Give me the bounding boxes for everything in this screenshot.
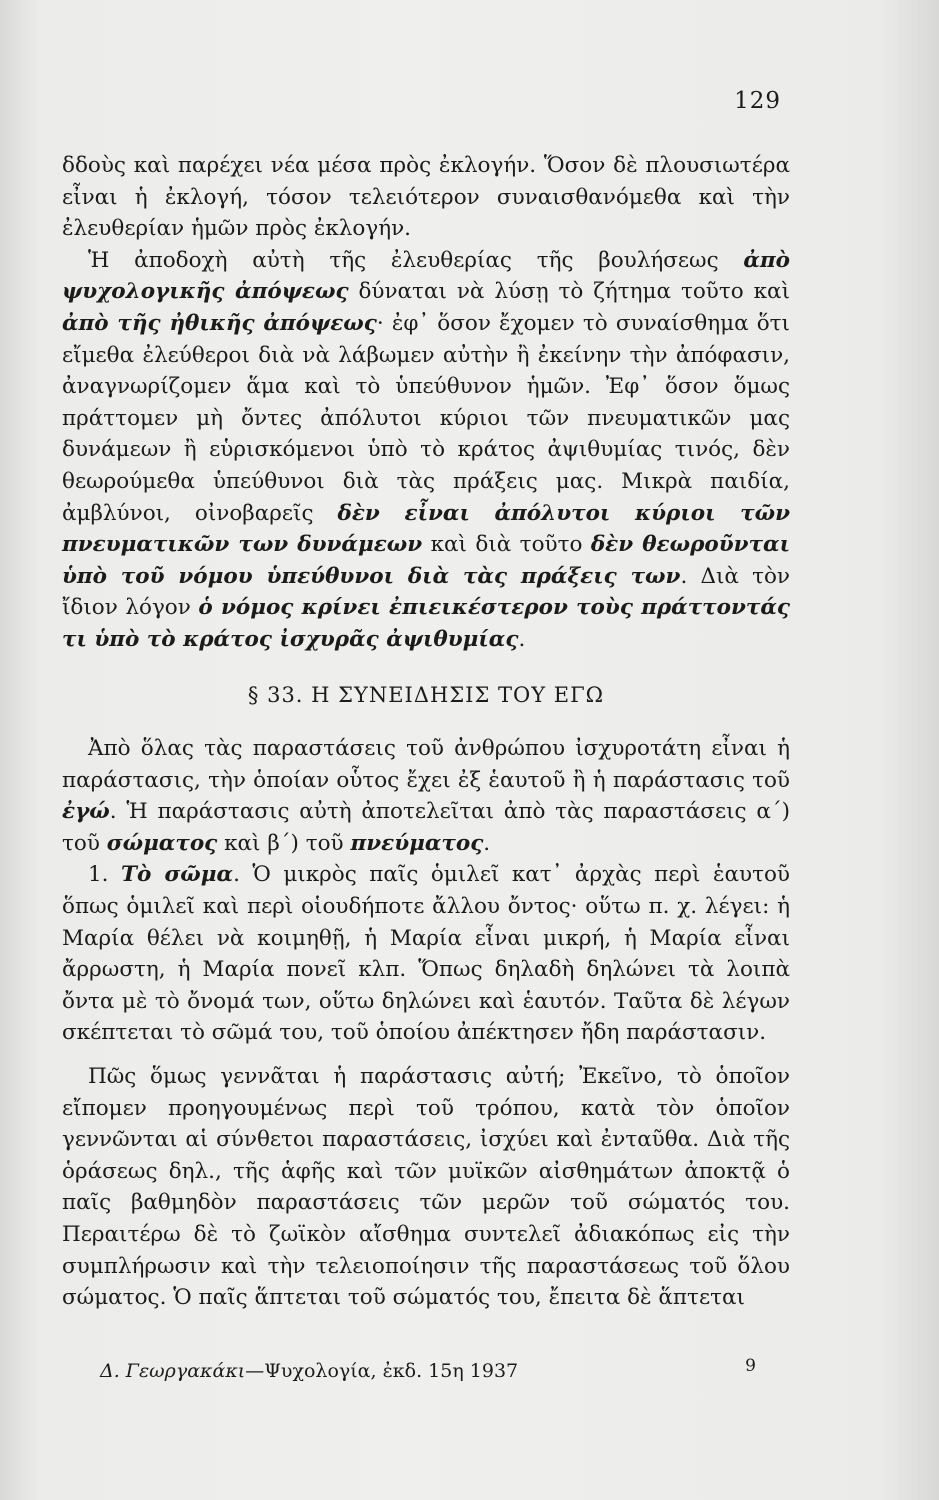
footer-author: Δ. Γεωργακάκι [100, 1360, 246, 1382]
body-text [62, 150, 790, 1314]
emphasis: ἀπὸ ψυχολογικῆς ἀπόψεως [62, 247, 790, 305]
emphasis: πνεύματος [350, 830, 484, 856]
emphasis: σώματος [106, 830, 218, 856]
paragraph-5: Πῶς ὅμως γεννᾶται ἡ παράστασις αὐτή; Ἐκεῖνο, τὸ ὁποῖον εἴπομεν προηγουμένως περὶ τοῦ τρόπου, κατὰ τὸν ὁποῖον γεννῶνται αἱ σύνθετοι παραστάσεις, ἰσχύει καὶ ἐνταῦθα. Διὰ τῆς ὁράσεως δηλ., τῆς ἁφῆς καὶ τῶν μυϊκῶν αἰσθημάτων ἀποκτᾷ ὁ παῖς βαθμηδὸν παραστάσεις τῶν μερῶν τοῦ σώματός του. Περαιτέρω δὲ τὸ ζωϊκὸν αἴσθημα συντελεῖ ἀδιακόπως εἰς τὴν συμπλήρωσιν καὶ τὴν τελειοποίησιν τῆς παραστάσεως τοῦ ὅλου σώματος. Ὁ παῖς ἅπτεται τοῦ σώματός του, ἔπειτα δὲ ἅπτεται [62, 1064, 790, 1311]
paragraph-3: Ἀπὸ ὅλας τὰς παραστάσεις τοῦ ἀνθρώπου ἰσχυροτάτη εἶναι ἡ παράστασις, τὴν ὁποίαν οὗτος ἔχει ἐξ ἑαυτοῦ ἢ ἡ παράστασις τοῦ ἐγώ. Ἡ παράστασις αὐτὴ ἀποτελεῖται ἀπὸ τὰς παραστάσεις α΄) τοῦ σώματος καὶ β΄) τοῦ πνεύματος. [62, 736, 790, 856]
emphasis: Τὸ σῶμα [120, 862, 234, 888]
paragraph-4: 1. Τὸ σῶμα. Ὁ μικρὸς παῖς ὁμιλεῖ κατ᾿ ἀρχὰς περὶ ἑαυτοῦ ὅπως ὁμιλεῖ καὶ περὶ οἱουδήποτε ἄλλου ὄντος· οὕτω π. χ. λέγει: ἡ Μαρία θέλει νὰ κοιμηθῇ, ἡ Μαρία εἶναι μικρή, ἡ Μαρία εἶναι ἄρρωστη, ἡ Μαρία πονεῖ κλπ. Ὅπως δηλαδὴ δηλώνει τὰ λοιπὰ ὄντα μὲ τὸ ὄνομά των, οὕτω δηλώνει καὶ ἑαυτόν. Ταῦτα δὲ λέγων σκέπτεται τὸ σῶμά του, τοῦ ὁποίου ἀπέκτησεν ἤδη παράστασιν. [62, 862, 790, 1046]
emphasis: ὁ νόμος κρίνει ἐπιεικέστερον τοὺς πράττοντάς τι ὑπὸ τὸ κράτος ἰσχυρᾶς ἀψιθυμίας [62, 595, 791, 652]
footer-title: —Ψυχολογία, ἐκδ. 15η 1937 [245, 1360, 519, 1382]
page-number: 129 [734, 88, 781, 114]
paragraph-1: δδοὺς καὶ παρέχει νέα μέσα πρὸς ἐκλογήν. Ὅσον δὲ πλουσιωτέρα εἶναι ἡ ἐκλογή, τόσον τελειότερον συναισθανόμεθα καὶ τὴν ἐλευθερίαν ἡμῶν πρὸς ἐκλογήν. [62, 153, 790, 242]
emphasis: δὲν θεωροῦνται ὑπὸ τοῦ νόμου ὑπεύθυνοι διὰ τὰς πράξεις των [62, 532, 790, 589]
sheet-number: 9 [745, 1356, 756, 1376]
emphasis: ἐγώ [62, 799, 110, 825]
emphasis: δὲν εἶναι ἀπόλυτοι κύριοι τῶν πνευματικῶν των δυνάμεων [62, 500, 790, 558]
emphasis: ἀπὸ τῆς ἠθικῆς ἀπόψεως [62, 310, 377, 336]
paragraph-2: Ἡ ἀποδοχὴ αὐτὴ τῆς ἐλευθερίας τῆς βουλήσεως ἀπὸ ψυχολογικῆς ἀπόψεως δύναται νὰ λύσῃ τὸ ζήτημα τοῦτο καὶ ἀπὸ τῆς ἠθικῆς ἀπόψεως· ἐφ᾿ ὅσον ἔχομεν τὸ συναίσθημα ὅτι εἴμεθα ἐλεύθεροι διὰ νὰ λάβωμεν αὐτὴν ἢ ἐκείνην τὴν ἀπόφασιν, ἀναγνωρίζομεν ἅμα καὶ τὸ ὑπεύθυνον ἡμῶν. Ἐφ᾿ ὅσον ὅμως πράττομεν μὴ ὄντες ἀπόλυτοι κύριοι τῶν πνευματικῶν μας δυνάμεων ἢ εὑρισκόμενοι ὑπὸ τὸ κράτος ἀψιθυμίας τινός, δὲν θεωρούμεθα ὑπεύθυνοι διὰ τὰς πράξεις μας. Μικρὰ παιδία, ἀμβλύνοι, οἰνοβαρεῖς δὲν εἶναι ἀπόλυτοι κύριοι τῶν πνευματικῶν των δυνάμεων καὶ διὰ τοῦτο δὲν θεωροῦνται ὑπὸ τοῦ νόμου ὑπεύθυνοι διὰ τὰς πράξεις των. Διὰ τὸν ἴδιον λόγον ὁ νόμος κρίνει ἐπιεικέστερον τοὺς πράττοντάς τι ὑπὸ τὸ κράτος ἰσχυρᾶς ἀψιθυμίας. [62, 247, 791, 652]
section-heading: § 33. Η ΣΥΝΕΙΔΗΣΙΣ ΤΟΥ ΕΓΩ [247, 682, 605, 707]
page-footer [100, 1356, 780, 1382]
